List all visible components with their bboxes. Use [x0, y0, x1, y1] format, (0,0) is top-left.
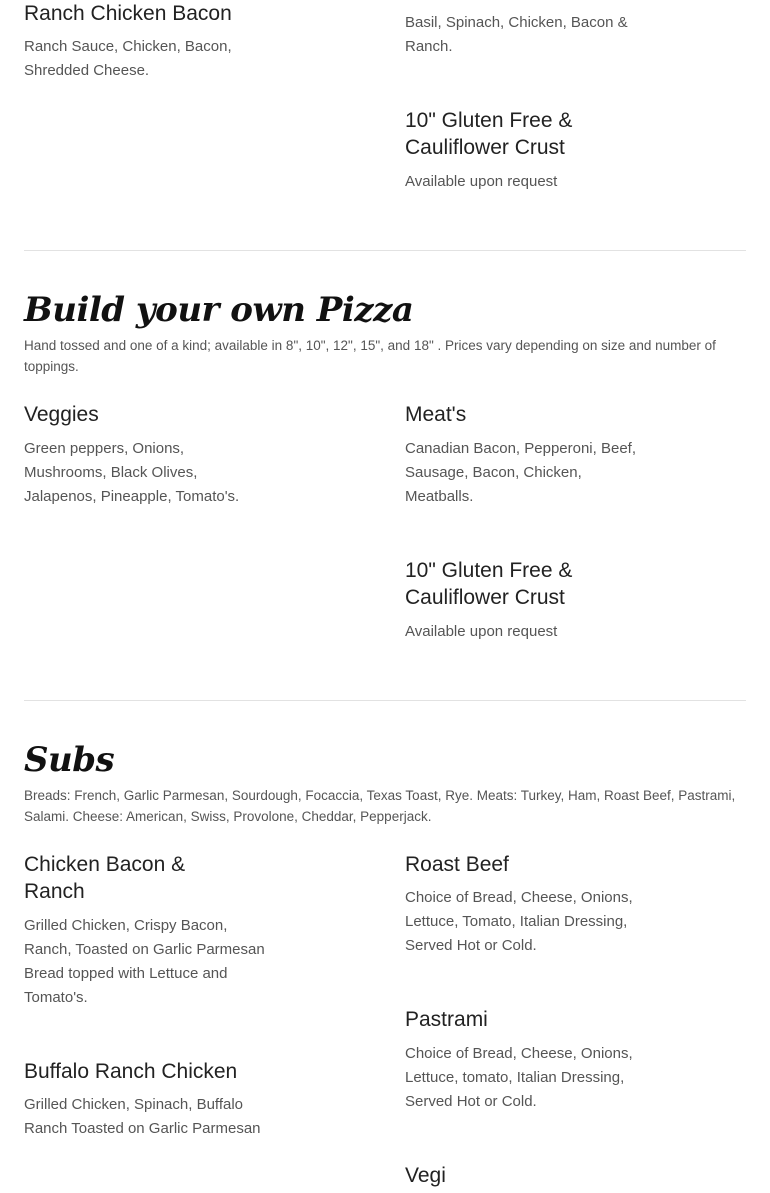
menu-item-desc-gluten-free: Available upon request [405, 623, 558, 640]
menu-item-name-gluten-free: 10" Gluten Free & Cauliflower Crust [405, 559, 573, 609]
menu-item-desc-meats: Canadian Bacon, Pepperoni, Beef, Sausage, Bacon, Chicken, Meatballs. [405, 440, 636, 505]
menu-item-desc-chicken-bacon-ranch: Grilled Chicken, Crispy Bacon, Ranch, Toasted on Garlic Parmesan Bread topped with Lettuce and Tomato's. [24, 917, 265, 1006]
menu-item-name-vegi: Vegi [405, 1164, 446, 1187]
menu-item-desc-buffalo-ranch: Grilled Chicken, Spinach, Buffalo Ranch Toasted on Garlic Parmesan [24, 1096, 261, 1137]
menu-item-name-gluten-free-top: 10" Gluten Free & Cauliflower Crust [405, 109, 573, 159]
menu-item-name-ranch-chicken-bacon: Ranch Chicken Bacon [24, 2, 232, 25]
menu-item-name-meats: Meat's [405, 403, 467, 426]
menu-item-name-pastrami: Pastrami [405, 1008, 488, 1031]
section-desc-subs: Breads: French, Garlic Parmesan, Sourdough, Focaccia, Texas Toast, Rye. Meats: Turkey, Ham, Roast Beef, Pastrami, Salami. Cheese: American, Swiss, Provolone, Cheddar, Pepperjack. [24, 788, 736, 824]
menu-item-desc-veggies: Green peppers, Onions, Mushrooms, Black Olives, Jalapenos, Pineapple, Tomato's. [24, 440, 240, 505]
section-title-subs: Subs [24, 740, 115, 780]
section-title-build-pizza: Build your own Pizza [24, 290, 414, 330]
menu-item-desc-partial: Basil, Spinach, Chicken, Bacon & Ranch. [405, 14, 628, 55]
menu-item-name-roast-beef: Roast Beef [405, 853, 509, 876]
menu-item-desc-pastrami: Choice of Bread, Cheese, Onions, Lettuce, tomato, Italian Dressing, Served Hot or Cold. [405, 1045, 633, 1110]
menu-item-name-veggies: Veggies [24, 403, 99, 426]
section-divider [24, 700, 746, 701]
menu-item-desc-gluten-free-top: Available upon request [405, 173, 558, 190]
section-divider [24, 250, 746, 251]
menu-item-name-buffalo-ranch: Buffalo Ranch Chicken [24, 1060, 238, 1083]
menu-item-desc-ranch-chicken-bacon: Ranch Sauce, Chicken, Bacon, Shredded Cheese. [24, 38, 232, 79]
menu-item-desc-roast-beef: Choice of Bread, Cheese, Onions, Lettuce, Tomato, Italian Dressing, Served Hot or Cold. [405, 889, 633, 954]
menu-item-name-chicken-bacon-ranch: Chicken Bacon & Ranch [24, 853, 186, 903]
section-desc-build-pizza: Hand tossed and one of a kind; available in 8", 10", 12", 15", and 18" . Prices vary depending on size and number of toppings. [24, 338, 716, 374]
